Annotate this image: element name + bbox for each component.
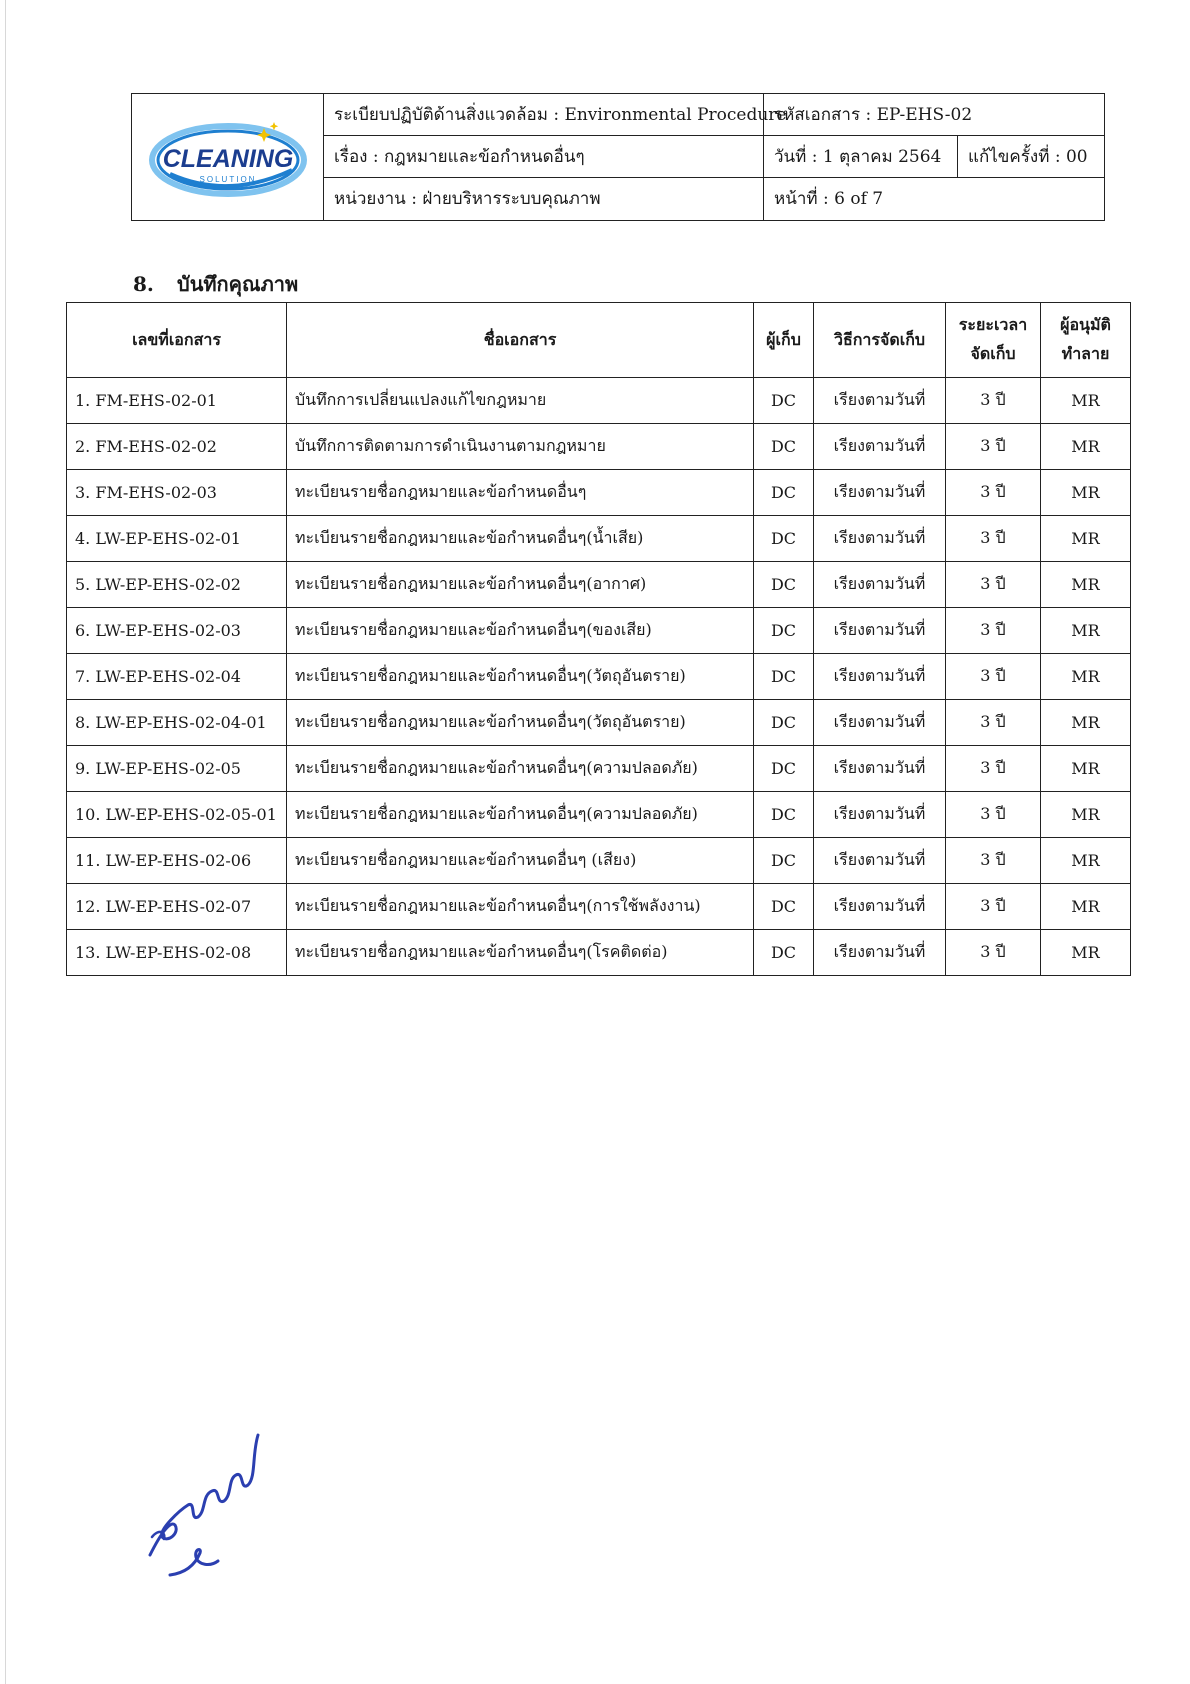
doc-no-cell: 13. LW-EP-EHS-02-08: [67, 930, 287, 976]
doc-no-cell: 6. LW-EP-EHS-02-03: [67, 608, 287, 654]
table-header-row: [67, 303, 1131, 378]
period-cell: 3 ปี: [946, 884, 1041, 930]
period-cell: 3 ปี: [946, 930, 1041, 976]
keeper-cell: DC: [754, 746, 814, 792]
keeper-cell: DC: [754, 654, 814, 700]
header-method: วิธีการจัดเก็บ: [814, 303, 946, 378]
keeper-cell: DC: [754, 700, 814, 746]
table-row: [67, 700, 1131, 746]
doc-no-cell: 8. LW-EP-EHS-02-04-01: [67, 700, 287, 746]
period-cell: 3 ปี: [946, 746, 1041, 792]
doc-name-cell: ทะเบียนรายชื่อกฎหมายและข้อกำหนดอื่นๆ(วัตถุอันตราย): [287, 654, 754, 700]
doc-no-cell: 5. LW-EP-EHS-02-02: [67, 562, 287, 608]
approver-cell: MR: [1041, 654, 1131, 700]
table-row: [67, 516, 1131, 562]
doc-name-cell: ทะเบียนรายชื่อกฎหมายและข้อกำหนดอื่นๆ(วัตถุอันตราย): [287, 700, 754, 746]
keeper-cell: DC: [754, 470, 814, 516]
keeper-cell: DC: [754, 884, 814, 930]
keeper-cell: DC: [754, 838, 814, 884]
table-row: [67, 792, 1131, 838]
document-code: รหัสเอกสาร : EP-EHS-02: [774, 105, 973, 125]
approver-cell: MR: [1041, 700, 1131, 746]
table-row: [67, 654, 1131, 700]
effective-date: วันที่ : 1 ตุลาคม 2564: [764, 136, 958, 177]
approver-cell: MR: [1041, 930, 1131, 976]
header-approver-line2: ทำลาย: [1061, 344, 1110, 363]
approver-cell: MR: [1041, 378, 1131, 424]
doc-name-cell: ทะเบียนรายชื่อกฎหมายและข้อกำหนดอื่นๆ(ความปลอดภัย): [287, 746, 754, 792]
table-row: [67, 424, 1131, 470]
document-subject: เรื่อง : กฎหมายและข้อกำหนดอื่นๆ: [324, 136, 764, 177]
doc-no-cell: 1. FM-EHS-02-01: [67, 378, 287, 424]
period-cell: 3 ปี: [946, 700, 1041, 746]
method-cell: เรียงตามวันที่: [814, 930, 946, 976]
department: หน่วยงาน : ฝ่ายบริหารระบบคุณภาพ: [324, 178, 764, 220]
table-row: [67, 470, 1131, 516]
keeper-cell: DC: [754, 608, 814, 654]
doc-name-cell: บันทึกการเปลี่ยนแปลงแก้ไขกฎหมาย: [287, 378, 754, 424]
table-row: [67, 378, 1131, 424]
method-cell: เรียงตามวันที่: [814, 608, 946, 654]
logo-wordmark: CLEANING: [162, 145, 294, 173]
doc-name-cell: ทะเบียนรายชื่อกฎหมายและข้อกำหนดอื่นๆ(โรคติดต่อ): [287, 930, 754, 976]
keeper-cell: DC: [754, 516, 814, 562]
table-row: [67, 746, 1131, 792]
doc-no-cell: 12. LW-EP-EHS-02-07: [67, 884, 287, 930]
header-keeper: ผู้เก็บ: [754, 303, 814, 378]
table-row: [67, 608, 1131, 654]
period-cell: 3 ปี: [946, 378, 1041, 424]
header-doc-no: เลขที่เอกสาร: [67, 303, 287, 378]
keeper-cell: DC: [754, 792, 814, 838]
method-cell: เรียงตามวันที่: [814, 838, 946, 884]
doc-no-cell: 2. FM-EHS-02-02: [67, 424, 287, 470]
doc-name-cell: ทะเบียนรายชื่อกฎหมายและข้อกำหนดอื่นๆ(ของเสีย): [287, 608, 754, 654]
doc-name-cell: ทะเบียนรายชื่อกฎหมายและข้อกำหนดอื่นๆ(การใช้พลังงาน): [287, 884, 754, 930]
period-cell: 3 ปี: [946, 654, 1041, 700]
period-cell: 3 ปี: [946, 792, 1041, 838]
period-cell: 3 ปี: [946, 470, 1041, 516]
table-row: [67, 838, 1131, 884]
method-cell: เรียงตามวันที่: [814, 424, 946, 470]
period-cell: 3 ปี: [946, 424, 1041, 470]
approver-cell: MR: [1041, 792, 1131, 838]
approver-cell: MR: [1041, 884, 1131, 930]
method-cell: เรียงตามวันที่: [814, 516, 946, 562]
method-cell: เรียงตามวันที่: [814, 746, 946, 792]
keeper-cell: DC: [754, 378, 814, 424]
header-period-line1: ระยะเวลา: [958, 315, 1028, 335]
header-row-2: [324, 136, 1104, 178]
keeper-cell: DC: [754, 930, 814, 976]
quality-records-table: [66, 302, 1131, 976]
page-number: หน้าที่ : 6 of 7: [774, 189, 884, 209]
keeper-cell: DC: [754, 424, 814, 470]
approver-cell: MR: [1041, 470, 1131, 516]
period-cell: 3 ปี: [946, 516, 1041, 562]
header-row-1: [324, 94, 1104, 136]
header-approver-line1: ผู้อนุมัติ: [1060, 315, 1111, 335]
handwritten-signature: [140, 1425, 270, 1585]
revision-number: แก้ไขครั้งที่ : 00: [968, 147, 1088, 167]
doc-no-cell: 3. FM-EHS-02-03: [67, 470, 287, 516]
approver-cell: MR: [1041, 746, 1131, 792]
doc-name-cell: ทะเบียนรายชื่อกฎหมายและข้อกำหนดอื่นๆ(น้ำเสีย): [287, 516, 754, 562]
period-cell: 3 ปี: [946, 608, 1041, 654]
table-row: [67, 930, 1131, 976]
method-cell: เรียงตามวันที่: [814, 792, 946, 838]
approver-cell: MR: [1041, 424, 1131, 470]
section-heading: [133, 268, 298, 300]
method-cell: เรียงตามวันที่: [814, 654, 946, 700]
doc-name-cell: บันทึกการติดตามการดำเนินงานตามกฎหมาย: [287, 424, 754, 470]
approver-cell: MR: [1041, 838, 1131, 884]
doc-no-cell: 9. LW-EP-EHS-02-05: [67, 746, 287, 792]
document-header: [131, 93, 1105, 221]
period-cell: 3 ปี: [946, 562, 1041, 608]
approver-cell: MR: [1041, 562, 1131, 608]
doc-name-cell: ทะเบียนรายชื่อกฎหมายและข้อกำหนดอื่นๆ(ความปลอดภัย): [287, 792, 754, 838]
method-cell: เรียงตามวันที่: [814, 470, 946, 516]
approver-cell: MR: [1041, 608, 1131, 654]
procedure-title: ระเบียบปฏิบัติด้านสิ่งแวดล้อม : Environmental Procedure: [324, 94, 764, 135]
doc-no-cell: 4. LW-EP-EHS-02-01: [67, 516, 287, 562]
doc-no-cell: 7. LW-EP-EHS-02-04: [67, 654, 287, 700]
doc-no-cell: 10. LW-EP-EHS-02-05-01: [67, 792, 287, 838]
header-period-line2: จัดเก็บ: [970, 344, 1016, 363]
table-row: [67, 562, 1131, 608]
section-title: บันทึกคุณภาพ: [177, 272, 299, 296]
doc-no-cell: 11. LW-EP-EHS-02-06: [67, 838, 287, 884]
header-period: [946, 303, 1041, 378]
doc-name-cell: ทะเบียนรายชื่อกฎหมายและข้อกำหนดอื่นๆ: [287, 470, 754, 516]
logo-subtext: SOLUTION: [199, 175, 257, 184]
table-row: [67, 884, 1131, 930]
period-cell: 3 ปี: [946, 838, 1041, 884]
header-doc-name: ชื่อเอกสาร: [287, 303, 754, 378]
header-row-3: [324, 178, 1104, 220]
keeper-cell: DC: [754, 562, 814, 608]
method-cell: เรียงตามวันที่: [814, 378, 946, 424]
method-cell: เรียงตามวันที่: [814, 884, 946, 930]
cleaning-solution-logo: [146, 112, 310, 204]
scan-edge-line: [5, 0, 6, 1684]
section-number: 8.: [133, 272, 154, 296]
approver-cell: MR: [1041, 516, 1131, 562]
method-cell: เรียงตามวันที่: [814, 700, 946, 746]
doc-name-cell: ทะเบียนรายชื่อกฎหมายและข้อกำหนดอื่นๆ (เสียง): [287, 838, 754, 884]
method-cell: เรียงตามวันที่: [814, 562, 946, 608]
logo-cell: [132, 94, 324, 220]
header-approver: [1041, 303, 1131, 378]
doc-name-cell: ทะเบียนรายชื่อกฎหมายและข้อกำหนดอื่นๆ(อากาศ): [287, 562, 754, 608]
